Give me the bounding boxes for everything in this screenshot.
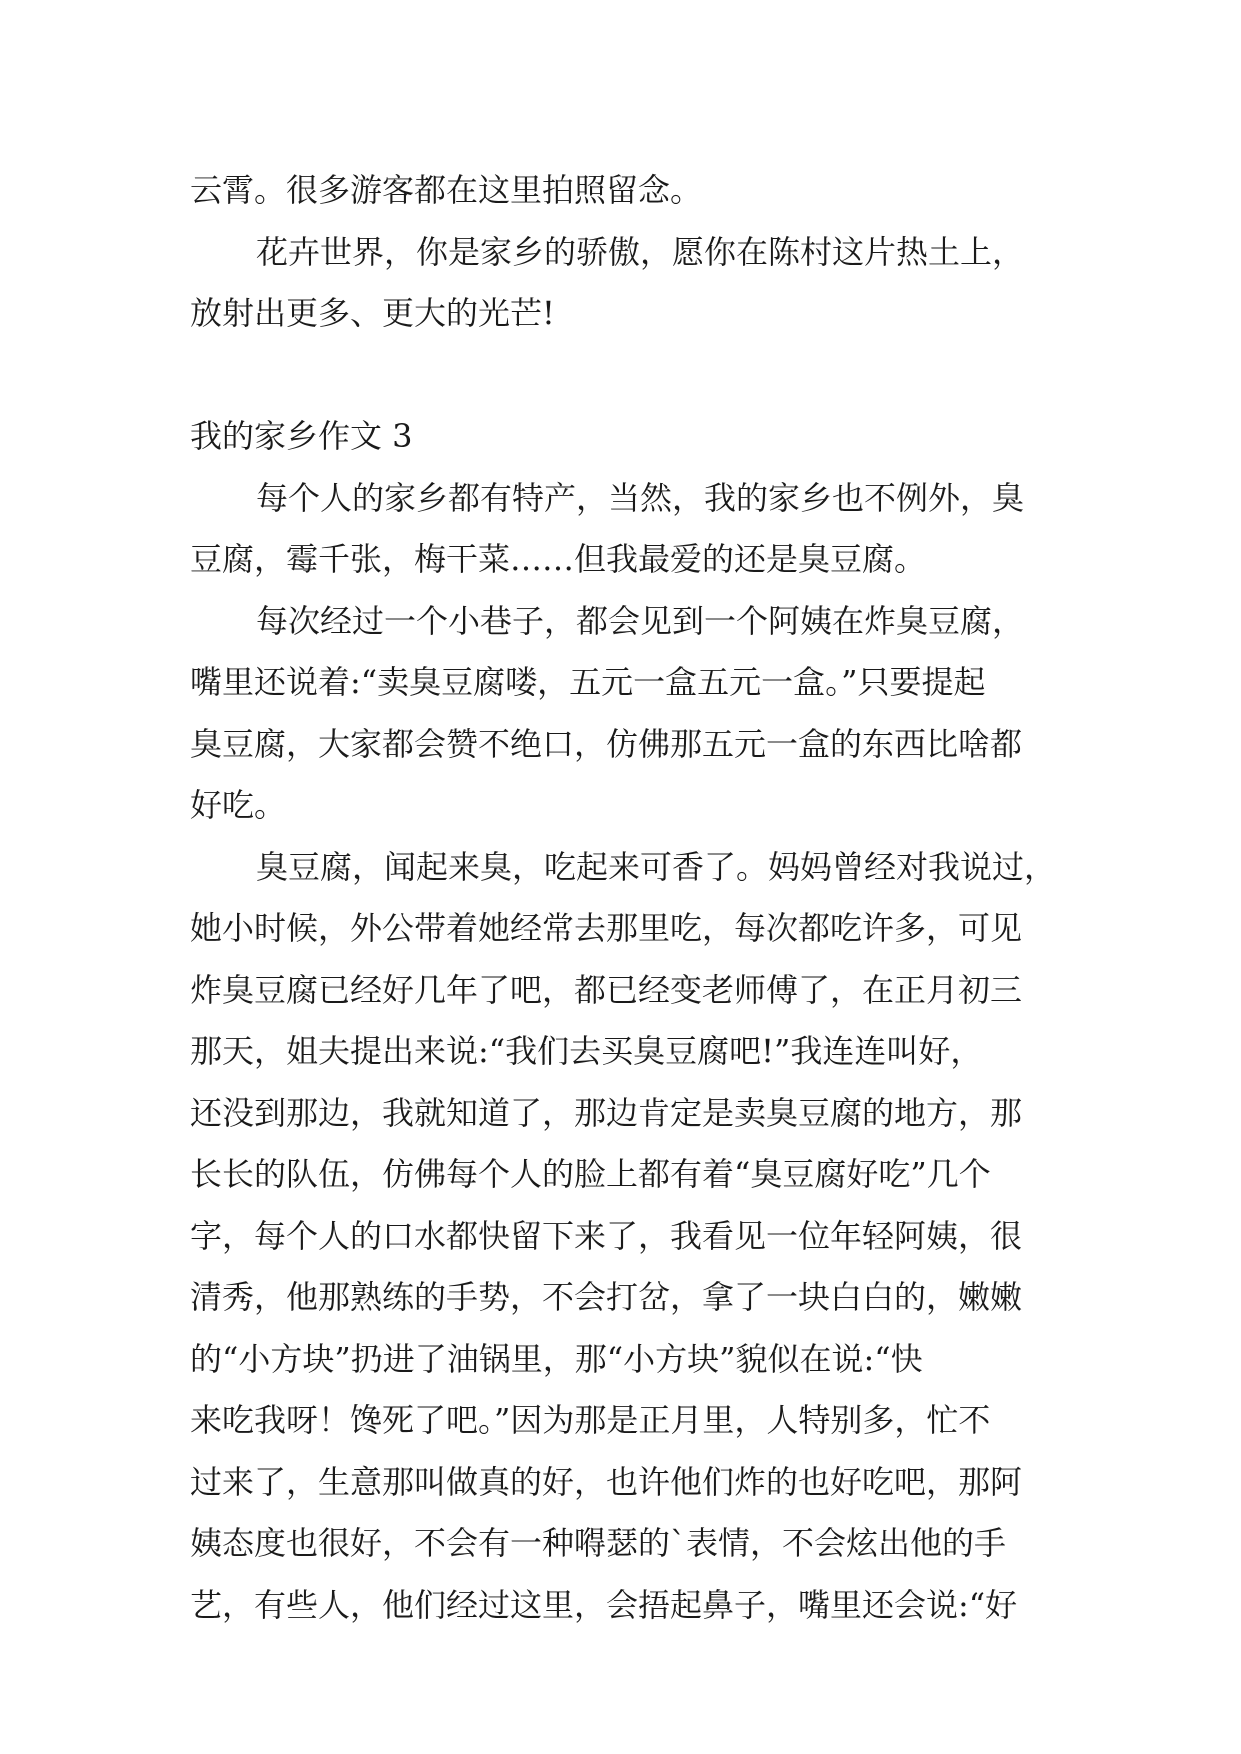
text-line: 艺，有些人，他们经过这里，会捂起鼻子，嘴里还会说:“好 bbox=[190, 1585, 1018, 1624]
text-line: 炸臭豆腐已经好几年了吧，都已经变老师傅了，在正月初三 bbox=[190, 970, 1023, 1009]
text-line: 臭豆腐，大家都会赞不绝口，仿佛那五元一盒的东西比啥都 bbox=[190, 724, 1023, 763]
text-line: 还没到那边，我就知道了，那边肯定是卖臭豆腐的地方，那 bbox=[190, 1093, 1023, 1132]
blank-line bbox=[190, 345, 1070, 407]
text-line: 放射出更多、更大的光芒! bbox=[190, 294, 555, 332]
paragraph-first-line: 花卉世界，你是家乡的骄傲，愿你在陈村这片热土上， bbox=[256, 232, 1025, 271]
paragraph-first-line: 每次经过一个小巷子，都会见到一个阿姨在炸臭豆腐， bbox=[256, 601, 1025, 640]
paragraph-first-line: 臭豆腐，闻起来臭，吃起来可香了。妈妈曾经对我说过， bbox=[256, 847, 1057, 886]
text-line: 好吃。 bbox=[190, 786, 287, 824]
paragraph-first-line: 每个人的家乡都有特产，当然，我的家乡也不例外，臭 bbox=[256, 478, 1025, 517]
text-line: 她小时候，外公带着她经常去那里吃，每次都吃许多，可见 bbox=[190, 909, 1023, 947]
text-line: 字，每个人的口水都快留下来了，我看见一位年轻阿姨，很 bbox=[190, 1216, 1023, 1255]
document-page bbox=[190, 160, 1070, 1636]
text-line: 那天，姐夫提出来说:“我们去买臭豆腐吧!”我连连叫好， bbox=[190, 1032, 983, 1070]
text-line: 姨态度也很好，不会有一种嘚瑟的`表情，不会炫出他的手 bbox=[190, 1524, 1007, 1562]
text-line: 嘴里还说着:“卖臭豆腐喽，五元一盒五元一盒。”只要提起 bbox=[190, 663, 986, 701]
text-line: 云霄。很多游客都在这里拍照留念。 bbox=[190, 171, 703, 209]
text-line: 的“小方块”扔进了油锅里，那“小方块”貌似在说:“快 bbox=[190, 1339, 923, 1378]
text-line: 长长的队伍，仿佛每个人的脸上都有着“臭豆腐好吃”几个 bbox=[190, 1155, 991, 1193]
section-heading: 我的家乡作文 3 bbox=[190, 417, 413, 455]
text-line: 豆腐，霉千张，梅干菜……但我最爱的还是臭豆腐。 bbox=[190, 540, 927, 578]
text-line: 过来了，生意那叫做真的好，也许他们炸的也好吃吧，那阿 bbox=[190, 1462, 1023, 1501]
text-line: 清秀，他那熟练的手势，不会打岔，拿了一块白白的，嫩嫩 bbox=[190, 1278, 1023, 1316]
text-line: 来吃我呀！馋死了吧。”因为那是正月里，人特别多，忙不 bbox=[190, 1401, 991, 1439]
